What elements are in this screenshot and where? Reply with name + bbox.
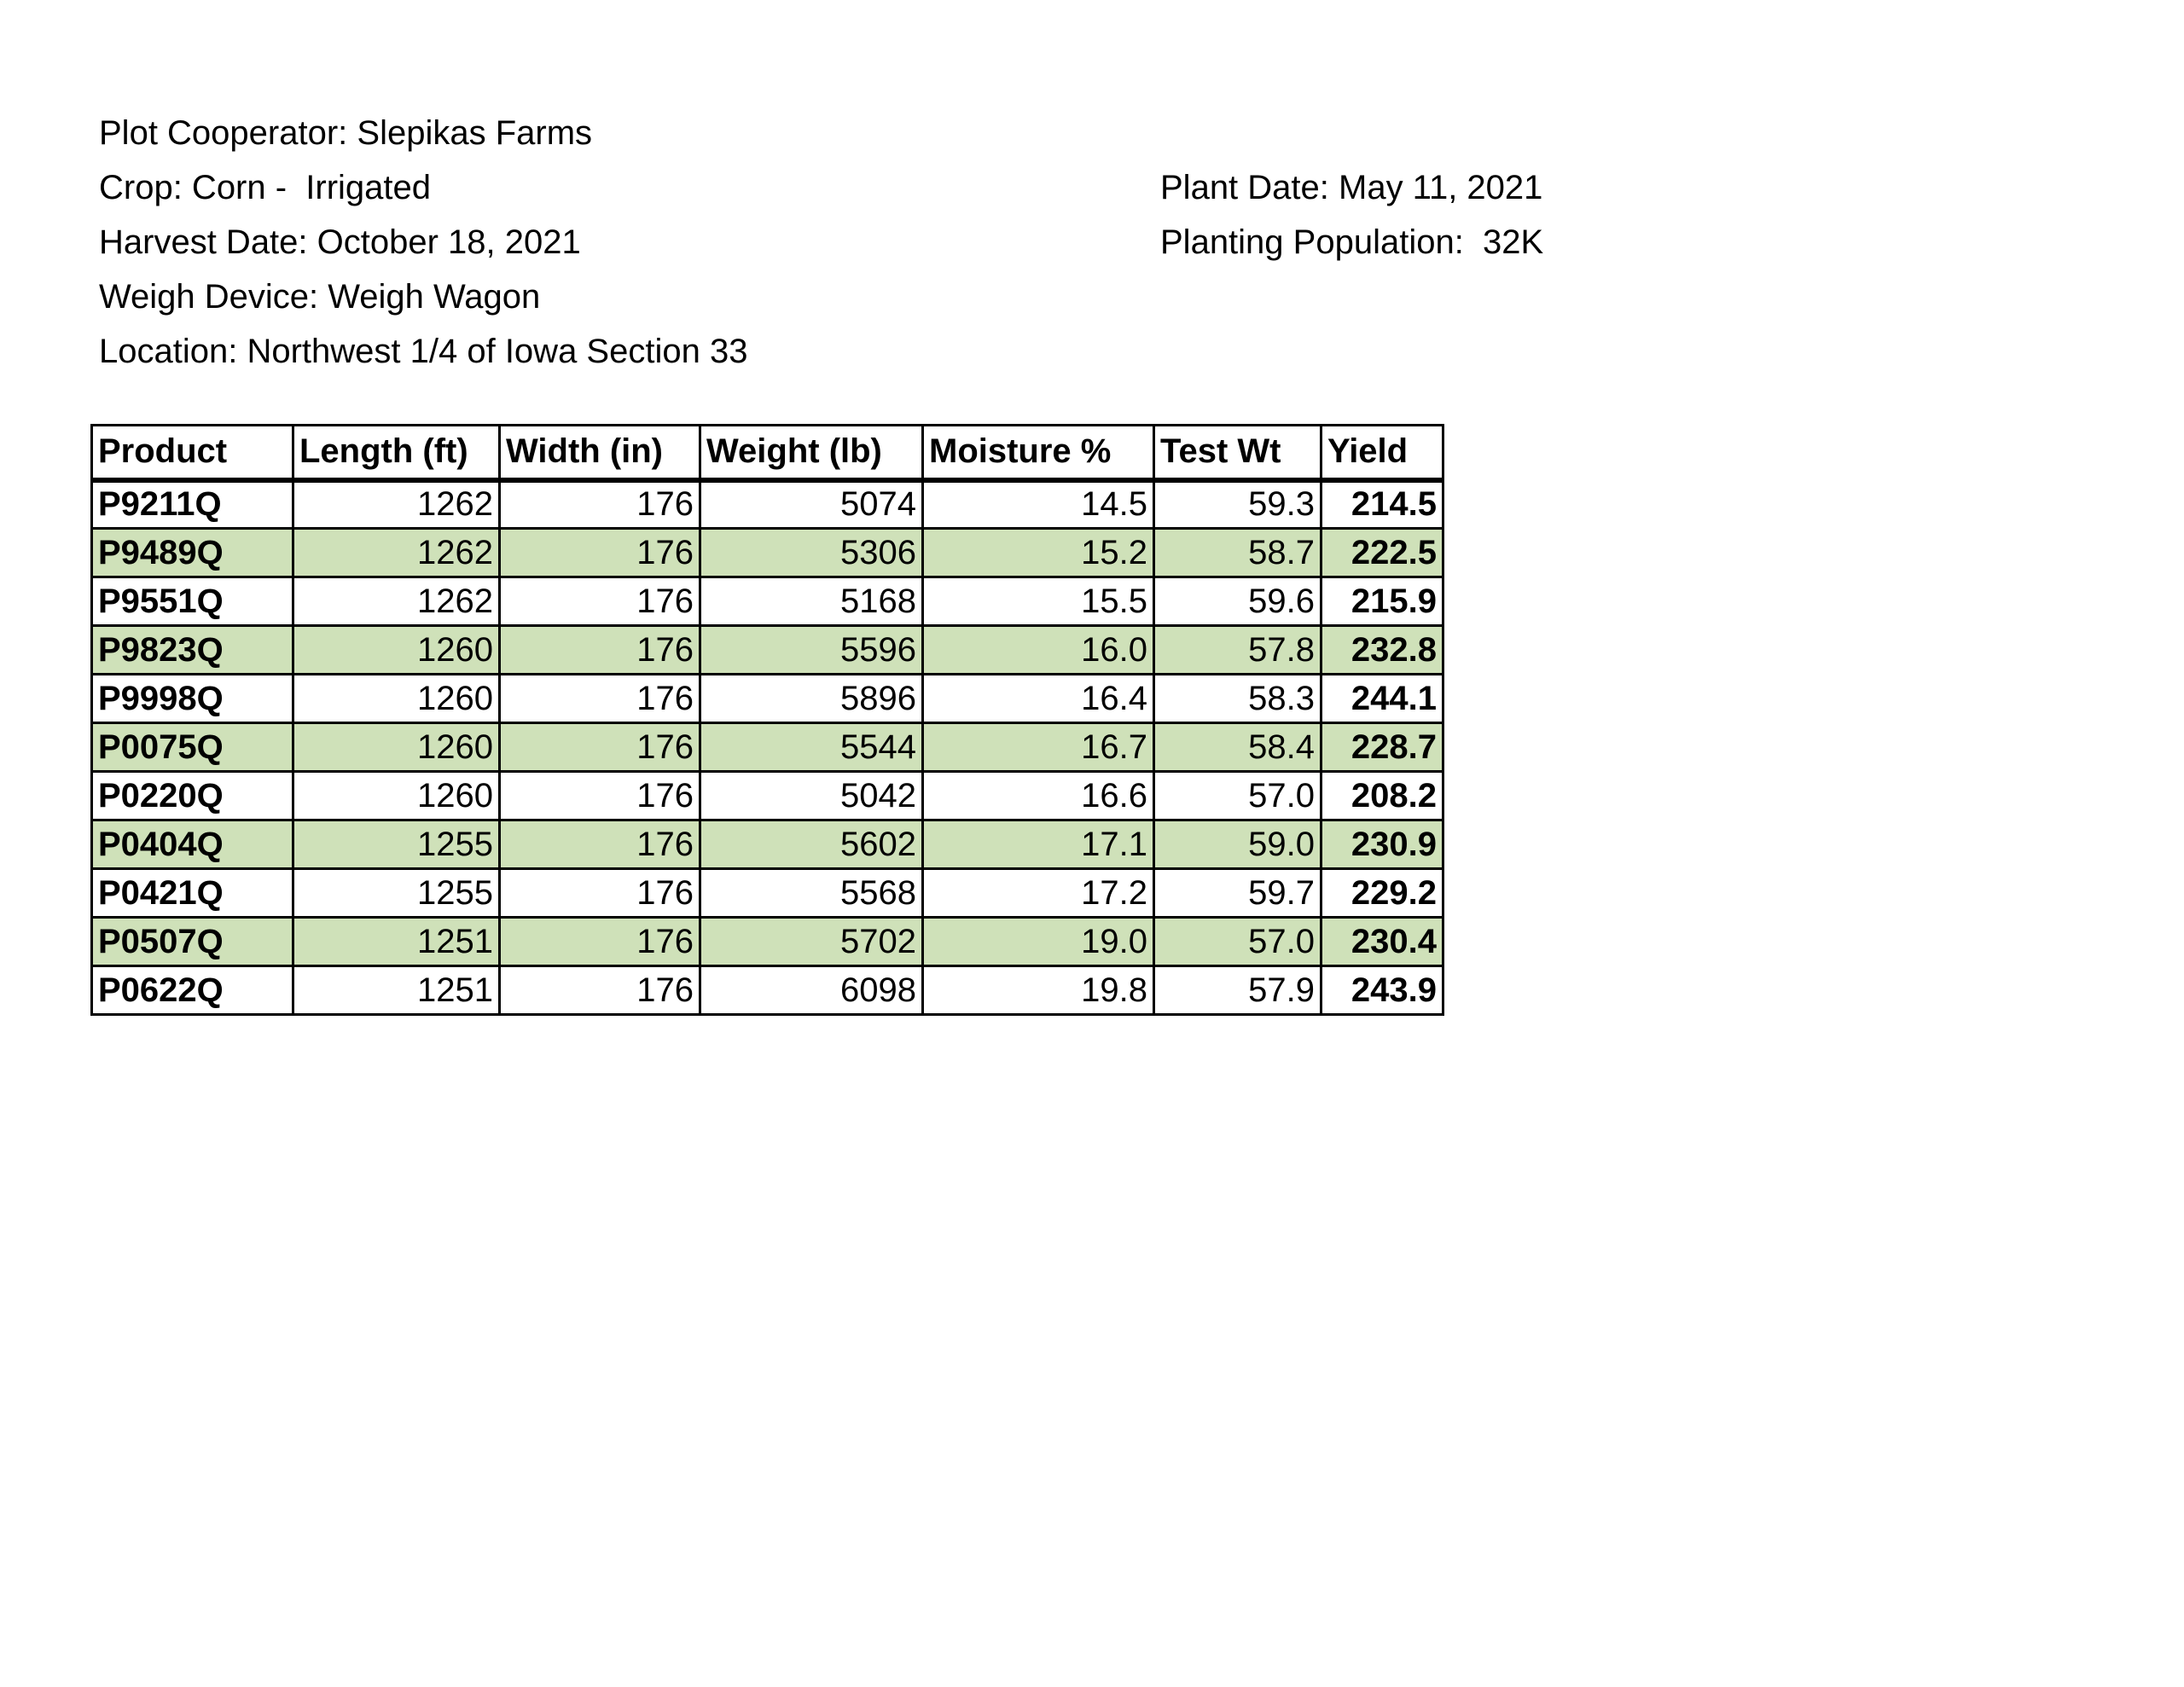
length-cell: 1260	[293, 675, 500, 723]
weight-cell: 5596	[700, 626, 923, 675]
yield-cell: 230.4	[1321, 918, 1443, 966]
moisture-cell: 16.0	[923, 626, 1154, 675]
table-row	[92, 626, 1443, 675]
column-header-test-wt: Test Wt	[1154, 426, 1321, 480]
column-header-product: Product	[92, 426, 293, 480]
yield-cell: 215.9	[1321, 577, 1443, 626]
moisture-cell: 16.7	[923, 723, 1154, 772]
width-cell: 176	[500, 869, 700, 918]
crop-info: Crop: Corn - Irrigated	[99, 169, 432, 206]
moisture-cell: 15.2	[923, 529, 1154, 577]
moisture-cell: 17.1	[923, 820, 1154, 869]
test-wt-cell: 58.7	[1154, 529, 1321, 577]
yield-cell: 229.2	[1321, 869, 1443, 918]
table-row	[92, 820, 1443, 869]
product-cell: P9211Q	[92, 480, 293, 529]
table-row	[92, 772, 1443, 820]
moisture-cell: 19.8	[923, 966, 1154, 1015]
yield-cell: 230.9	[1321, 820, 1443, 869]
table-row	[92, 480, 1443, 529]
length-cell: 1262	[293, 529, 500, 577]
product-cell: P9489Q	[92, 529, 293, 577]
test-wt-cell: 57.9	[1154, 966, 1321, 1015]
planting-population: Planting Population: 32K	[1160, 223, 1544, 261]
weight-cell: 5602	[700, 820, 923, 869]
weight-cell: 5306	[700, 529, 923, 577]
length-cell: 1255	[293, 869, 500, 918]
length-cell: 1262	[293, 577, 500, 626]
location: Location: Northwest 1/4 of Iowa Section 33	[99, 333, 748, 370]
moisture-cell: 15.5	[923, 577, 1154, 626]
plant-date: Plant Date: May 11, 2021	[1160, 169, 1543, 206]
length-cell: 1260	[293, 626, 500, 675]
harvest-date: Harvest Date: October 18, 2021	[99, 223, 581, 261]
table-row	[92, 918, 1443, 966]
product-cell: P0220Q	[92, 772, 293, 820]
table-header-row	[92, 426, 1443, 480]
test-wt-cell: 59.3	[1154, 480, 1321, 529]
moisture-cell: 14.5	[923, 480, 1154, 529]
width-cell: 176	[500, 480, 700, 529]
length-cell: 1260	[293, 723, 500, 772]
column-header-length: Length (ft)	[293, 426, 500, 480]
product-cell: P9551Q	[92, 577, 293, 626]
weight-cell: 5074	[700, 480, 923, 529]
test-wt-cell: 58.4	[1154, 723, 1321, 772]
weight-cell: 5568	[700, 869, 923, 918]
test-wt-cell: 59.6	[1154, 577, 1321, 626]
width-cell: 176	[500, 918, 700, 966]
weight-cell: 5896	[700, 675, 923, 723]
moisture-cell: 16.4	[923, 675, 1154, 723]
product-cell: P0622Q	[92, 966, 293, 1015]
table-row	[92, 723, 1443, 772]
test-wt-cell: 59.0	[1154, 820, 1321, 869]
yield-cell: 244.1	[1321, 675, 1443, 723]
width-cell: 176	[500, 577, 700, 626]
yield-cell: 243.9	[1321, 966, 1443, 1015]
yield-cell: 232.8	[1321, 626, 1443, 675]
column-header-width: Width (in)	[500, 426, 700, 480]
plot-cooperator: Plot Cooperator: Slepikas Farms	[99, 114, 593, 152]
plot-info-right	[1160, 160, 1543, 270]
table-row	[92, 675, 1443, 723]
length-cell: 1251	[293, 918, 500, 966]
length-cell: 1262	[293, 480, 500, 529]
width-cell: 176	[500, 626, 700, 675]
moisture-cell: 19.0	[923, 918, 1154, 966]
product-cell: P0404Q	[92, 820, 293, 869]
product-cell: P0507Q	[92, 918, 293, 966]
yield-cell: 228.7	[1321, 723, 1443, 772]
table-row	[92, 577, 1443, 626]
width-cell: 176	[500, 966, 700, 1015]
column-header-weight: Weight (lb)	[700, 426, 923, 480]
width-cell: 176	[500, 820, 700, 869]
weigh-device: Weigh Device: Weigh Wagon	[99, 278, 541, 316]
weight-cell: 5042	[700, 772, 923, 820]
weight-cell: 5702	[700, 918, 923, 966]
table-row	[92, 529, 1443, 577]
column-header-yield: Yield	[1321, 426, 1443, 480]
weight-cell: 6098	[700, 966, 923, 1015]
length-cell: 1251	[293, 966, 500, 1015]
product-cell: P9998Q	[92, 675, 293, 723]
width-cell: 176	[500, 529, 700, 577]
test-wt-cell: 57.8	[1154, 626, 1321, 675]
plot-info-left	[99, 106, 747, 379]
moisture-cell: 16.6	[923, 772, 1154, 820]
width-cell: 176	[500, 675, 700, 723]
test-wt-cell: 57.0	[1154, 918, 1321, 966]
yield-results-table	[90, 424, 1444, 1016]
yield-cell: 214.5	[1321, 480, 1443, 529]
length-cell: 1260	[293, 772, 500, 820]
test-wt-cell: 59.7	[1154, 869, 1321, 918]
test-wt-cell: 57.0	[1154, 772, 1321, 820]
product-cell: P9823Q	[92, 626, 293, 675]
yield-cell: 208.2	[1321, 772, 1443, 820]
test-wt-cell: 58.3	[1154, 675, 1321, 723]
product-cell: P0075Q	[92, 723, 293, 772]
moisture-cell: 17.2	[923, 869, 1154, 918]
yield-cell: 222.5	[1321, 529, 1443, 577]
length-cell: 1255	[293, 820, 500, 869]
column-header-moisture: Moisture %	[923, 426, 1154, 480]
weight-cell: 5544	[700, 723, 923, 772]
width-cell: 176	[500, 772, 700, 820]
width-cell: 176	[500, 723, 700, 772]
table-row	[92, 966, 1443, 1015]
product-cell: P0421Q	[92, 869, 293, 918]
table-row	[92, 869, 1443, 918]
weight-cell: 5168	[700, 577, 923, 626]
